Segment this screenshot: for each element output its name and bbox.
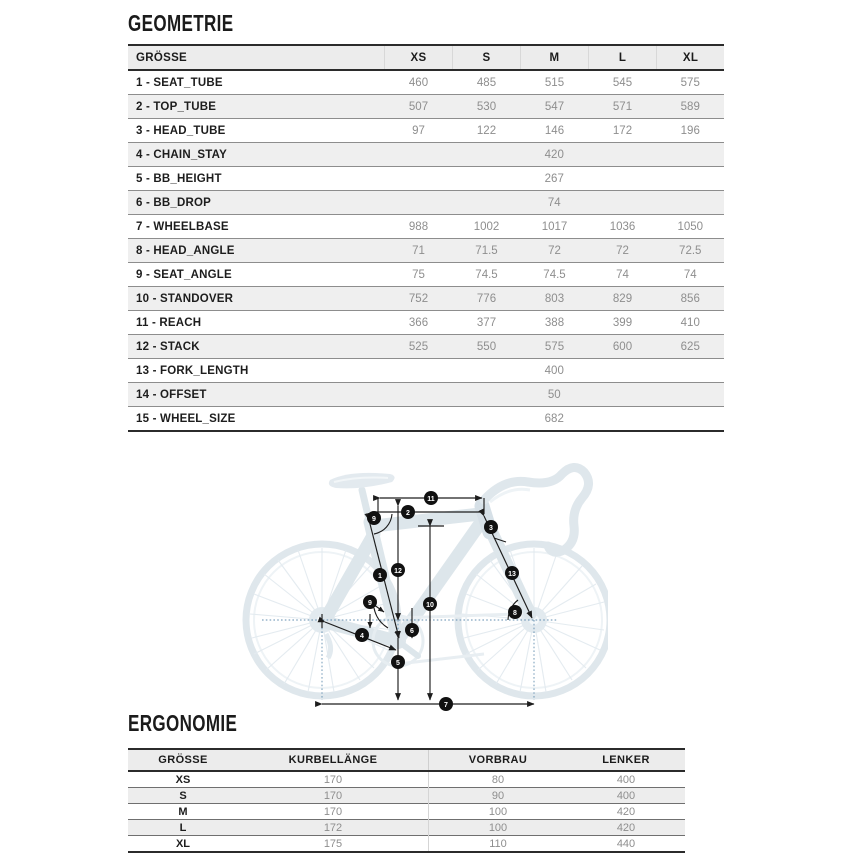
geometry-row-value: 571 (589, 95, 657, 119)
geometry-row-value: 72 (589, 239, 657, 263)
geometry-row-value: 485 (476, 76, 497, 89)
geometry-row-value: 625 (657, 335, 725, 359)
geometry-row-label: 10 - STANDOVER (128, 287, 385, 311)
geometry-row-value: 74.5 (543, 268, 566, 281)
diagram-marker-8 (508, 605, 522, 619)
geometry-row-value: 829 (589, 287, 657, 311)
geometry-row-value: 589 (657, 95, 725, 119)
ergonomics-row-value: 100 (429, 820, 568, 836)
geometry-row-label: 6 - BB_DROP (128, 191, 385, 215)
geometry-row-value: 1050 (677, 220, 704, 233)
geometry-row-value: 525 (385, 335, 453, 359)
ergonomics-table-row (128, 804, 685, 820)
geometry-row-value: 196 (680, 124, 700, 137)
svg-text:10: 10 (426, 601, 434, 609)
geometry-table-row (128, 119, 724, 143)
geometry-row-label: 1 - SEAT_TUBE (136, 76, 223, 89)
geometry-row-value: 575 (680, 76, 700, 89)
geometry-table-row (128, 335, 724, 359)
ergonomics-row-value: 400 (616, 773, 636, 786)
geometry-row-value: 72.5 (657, 239, 725, 263)
ergonomics-row-size: M (178, 805, 188, 818)
geometry-table-head (128, 45, 724, 70)
geometry-row-value: 74 (683, 268, 697, 281)
geometry-row-value: 776 (453, 287, 521, 311)
geometry-row-value-shared: 400 (544, 364, 564, 377)
geometry-row-value: 172 (612, 124, 633, 137)
geometry-row-value-shared: 50 (385, 383, 725, 407)
ergonomics-row-value: 170 (323, 773, 343, 786)
geometry-row-value: 515 (544, 76, 565, 89)
bicycle-geometry-diagram (222, 442, 608, 714)
geometry-header-label: GRÖSSE (128, 45, 385, 70)
geometry-row-value: 545 (612, 76, 633, 89)
ergonomics-table-body (128, 771, 685, 852)
geometry-section-title: GEOMETRIE (128, 10, 234, 36)
ergonomics-row-value: 400 (567, 788, 685, 804)
geometry-row-value: 507 (385, 95, 453, 119)
geometry-row-label: 12 - STACK (128, 335, 385, 359)
geometry-row-label: 7 - WHEELBASE (136, 220, 229, 233)
geometry-row-value: 74.5 (475, 268, 498, 281)
geometry-row-label: 14 - OFFSET (128, 383, 385, 407)
geometry-table-row (128, 215, 724, 239)
diagram-marker-7 (439, 697, 453, 711)
ergonomics-header-size: GRÖSSE (128, 749, 238, 771)
geometry-row-value: 399 (612, 316, 633, 329)
ergonomics-row-value: 440 (616, 837, 636, 850)
geometry-table-row (128, 263, 724, 287)
ergonomics-row-value: 420 (567, 820, 685, 836)
geometry-row-label: 8 - HEAD_ANGLE (128, 239, 385, 263)
diagram-marker-11 (424, 491, 438, 505)
geometry-row-value: 388 (544, 316, 565, 329)
geometry-row-value: 146 (544, 124, 565, 137)
geometry-row-label: 5 - BB_HEIGHT (136, 172, 222, 185)
geometry-row-value-shared: 682 (544, 412, 564, 425)
geometry-row-value: 72 (521, 239, 589, 263)
geometry-table-row (128, 167, 724, 191)
diagram-marker-1 (373, 568, 387, 582)
geometry-row-value: 575 (521, 335, 589, 359)
svg-text:6: 6 (410, 627, 414, 635)
ergonomics-row-size: S (128, 788, 238, 804)
geometry-row-label: 4 - CHAIN_STAY (128, 143, 385, 167)
geometry-table-row (128, 311, 724, 335)
diagram-marker-9-upper (367, 511, 381, 525)
ergonomics-table-head (128, 749, 685, 771)
geometry-table-body (128, 70, 724, 431)
ergonomics-header-handlebar: LENKER (567, 749, 685, 771)
geometry-row-label: 13 - FORK_LENGTH (136, 364, 249, 377)
diagram-marker-4 (355, 628, 369, 642)
geometry-table-row (128, 287, 724, 311)
geometry-row-value: 988 (408, 220, 429, 233)
svg-text:3: 3 (489, 524, 493, 532)
svg-text:2: 2 (406, 509, 410, 517)
ergonomics-row-value: 170 (238, 788, 429, 804)
ergonomics-header-crank: KURBELLÄNGE (238, 749, 429, 771)
geometry-row-value: 530 (453, 95, 521, 119)
geometry-table-row (128, 407, 724, 432)
svg-text:12: 12 (394, 567, 402, 575)
diagram-marker-3 (484, 520, 498, 534)
ergonomics-section-title: ERGONOMIE (128, 710, 238, 736)
diagram-marker-12 (391, 563, 405, 577)
geometry-row-value: 71 (385, 239, 453, 263)
ergonomics-row-value: 100 (429, 804, 568, 820)
diagram-marker-5 (391, 655, 405, 669)
geometry-row-value: 460 (408, 76, 429, 89)
geometry-row-label: 15 - WHEEL_SIZE (136, 412, 236, 425)
ergonomics-table (128, 748, 685, 853)
ergonomics-row-value: 110 (429, 836, 568, 853)
geometry-table-wrapper (128, 44, 711, 432)
geometry-row-value: 377 (476, 316, 497, 329)
geometry-table-row (128, 70, 724, 95)
geometry-row-value-shared: 420 (385, 143, 725, 167)
geometry-row-value: 74 (616, 268, 629, 281)
ergonomics-table-row (128, 820, 685, 836)
diagram-marker-9-lower (363, 595, 377, 609)
svg-text:9: 9 (368, 599, 372, 607)
geometry-row-value: 752 (385, 287, 453, 311)
geometry-header-size-s: S (453, 45, 521, 70)
geometry-row-label: 2 - TOP_TUBE (128, 95, 385, 119)
svg-text:7: 7 (444, 701, 448, 709)
geometry-row-value: 856 (657, 287, 725, 311)
geometry-table-row (128, 191, 724, 215)
geometry-table-row (128, 383, 724, 407)
geometry-row-label: 11 - REACH (136, 316, 202, 329)
ergonomics-row-size: L (128, 820, 238, 836)
geometry-row-value: 1036 (609, 220, 636, 233)
ergonomics-table-row (128, 788, 685, 804)
geometry-table-row (128, 239, 724, 263)
ergonomics-table-row (128, 771, 685, 788)
svg-text:8: 8 (513, 609, 517, 617)
geometry-row-value: 366 (408, 316, 429, 329)
geometry-row-value: 97 (412, 124, 425, 137)
geometry-table-row (128, 359, 724, 383)
diagram-marker-10 (423, 597, 437, 611)
geometry-row-label: 3 - HEAD_TUBE (136, 124, 226, 137)
svg-text:1: 1 (378, 572, 382, 580)
ergonomics-header-stem: VORBRAU (429, 749, 568, 771)
svg-text:11: 11 (427, 495, 435, 503)
geometry-header-size-l: L (589, 45, 657, 70)
ergonomics-table-wrapper (128, 748, 684, 853)
ergonomics-row-value: 90 (429, 788, 568, 804)
geometry-header-size-m: M (521, 45, 589, 70)
geometry-table-row (128, 95, 724, 119)
geometry-row-value-shared: 74 (385, 191, 725, 215)
geometry-row-value: 71.5 (453, 239, 521, 263)
ergonomics-row-value: 80 (429, 771, 568, 788)
geometry-header-row (128, 45, 724, 70)
ergonomics-row-value: 175 (323, 837, 343, 850)
geometry-row-label: 9 - SEAT_ANGLE (136, 268, 232, 281)
geometry-row-value: 547 (521, 95, 589, 119)
geometry-row-value: 75 (412, 268, 425, 281)
geometry-row-value: 1002 (473, 220, 500, 233)
geometry-row-value-shared: 267 (544, 172, 564, 185)
ergonomics-row-size: XS (175, 773, 191, 786)
svg-text:4: 4 (360, 632, 364, 640)
ergonomics-table-row (128, 836, 685, 853)
ergonomics-row-value: 420 (616, 805, 636, 818)
geometry-row-value: 122 (476, 124, 497, 137)
geometry-row-value: 1017 (541, 220, 568, 233)
ergonomics-row-value: 170 (323, 805, 343, 818)
svg-text:13: 13 (508, 570, 516, 578)
geometry-row-value: 550 (453, 335, 521, 359)
ergonomics-row-size: XL (175, 837, 191, 850)
geometry-row-value: 410 (680, 316, 700, 329)
diagram-marker-6 (405, 623, 419, 637)
geometry-header-size-xl: XL (657, 45, 725, 70)
geometry-table (128, 44, 724, 432)
svg-text:9: 9 (372, 515, 376, 523)
geometry-header-size-xs: XS (385, 45, 453, 70)
ergonomics-row-value: 172 (238, 820, 429, 836)
geometry-row-value: 600 (589, 335, 657, 359)
diagram-marker-2 (401, 505, 415, 519)
diagram-marker-13 (505, 566, 519, 580)
svg-text:5: 5 (396, 659, 400, 667)
geometry-row-value: 803 (521, 287, 589, 311)
geometry-table-row (128, 143, 724, 167)
ergonomics-header-row (128, 749, 685, 771)
